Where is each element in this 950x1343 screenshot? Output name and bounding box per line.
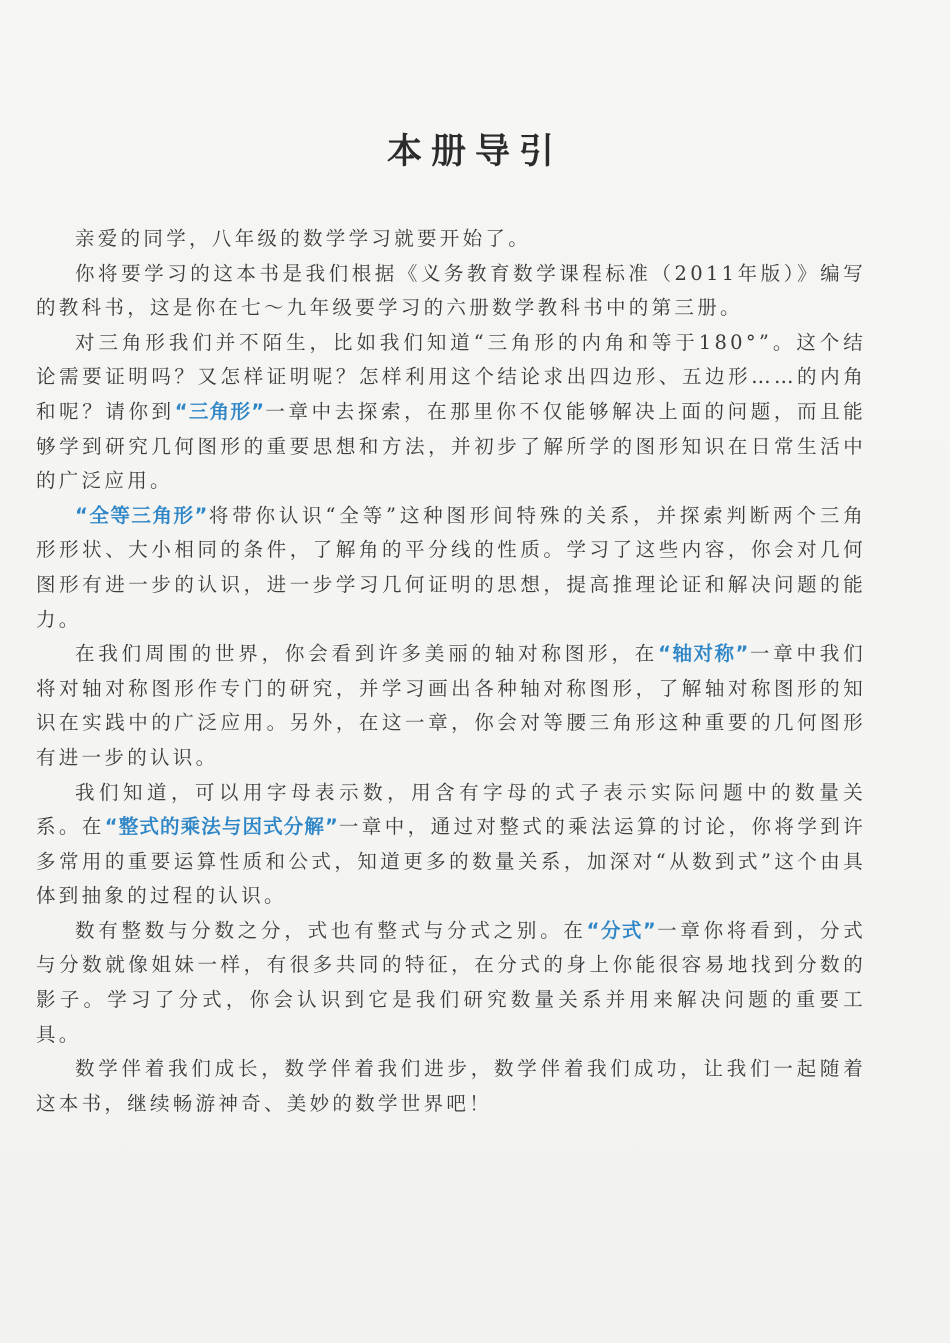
paragraph (36, 776, 866, 914)
paragraph-text: 一章中，通过对整式的乘法运算的讨论，你将学到许多常用的重要运算性质和公式，知道更多的数量关系，加深对“从数到式”这个由具体到抽象的过程的认识。 (36, 815, 866, 908)
chapter-name-highlight: “三角形” (174, 399, 266, 423)
paragraph-text: 在我们周围的世界，你会看到许多美丽的轴对称图形，在 (75, 642, 659, 666)
chapter-name-highlight: “全等三角形” (75, 503, 209, 527)
paragraph (36, 222, 866, 257)
paragraph (36, 326, 866, 499)
paragraph (36, 499, 866, 637)
paragraph (36, 914, 866, 1052)
chapter-name-highlight: “分式” (586, 918, 657, 942)
paragraph-text: 数学伴着我们成长，数学伴着我们进步，数学伴着我们成功，让我们一起随着这本书，继续畅游神奇、美妙的数学世界吧！ (36, 1057, 866, 1115)
page-title: 本册导引 (386, 131, 563, 173)
paragraph (36, 257, 866, 326)
paragraph-text: 亲爱的同学，八年级的数学学习就要开始了。 (75, 227, 532, 250)
paragraph-text: 对三角形我们并不陌生，比如我们知道“三角形的内角和等于180°”。这个结论需要证明吗？又怎样证明呢？怎样利用这个结论求出四边形、五边形……的内角和呢？请你到 (36, 330, 866, 423)
paragraph-text: 数有整数与分数之分，式也有整式与分式之别。在 (75, 918, 587, 942)
paragraph (36, 1052, 866, 1121)
paragraph (36, 637, 866, 775)
paragraph-text: 我们知道，可以用字母表示数，用含有字母的式子表示实际问题中的数量关系。在 (36, 780, 866, 839)
chapter-name-highlight: “整式的乘法与因式分解” (104, 815, 339, 839)
paragraph-text: 一章中我们将对轴对称图形作专门的研究，并学习画出各种轴对称图形，了解轴对称图形的知识在实践中的广泛应用。另外，在这一章，你会对等腰三角形这种重要的几何图形有进一步的认识。 (36, 642, 866, 769)
paragraph-text: 一章中去探索，在那里你不仅能够解决上面的问题，而且能够学到研究几何图形的重要思想和方法，并初步了解所学的图形知识在日常生活中的广泛应用。 (36, 399, 866, 493)
guide-body (36, 222, 866, 1121)
paragraph-text: 将带你认识“全等”这种图形间特殊的关系，并探索判断两个三角形形状、大小相同的条件，了解角的平分线的性质。学习了这些内容，你会对几何图形有进一步的认识，进一步学习几何证明的思想，提高推理论证和解决问题的能力。 (36, 503, 866, 631)
chapter-name-highlight: “轴对称” (658, 642, 750, 666)
paragraph-text: 一章你将看到，分式与分数就像姐妹一样，有很多共同的特征，在分式的身上你能很容易地找到分数的影子。学习了分式，你会认识到它是我们研究数量关系并用来解决问题的重要工具。 (36, 918, 867, 1046)
paragraph-text: 你将要学习的这本书是我们根据《义务教育数学课程标准（2011年版）》编写的教科书，这是你在七～九年级要学习的六册数学教科书中的第三册。 (36, 261, 866, 320)
